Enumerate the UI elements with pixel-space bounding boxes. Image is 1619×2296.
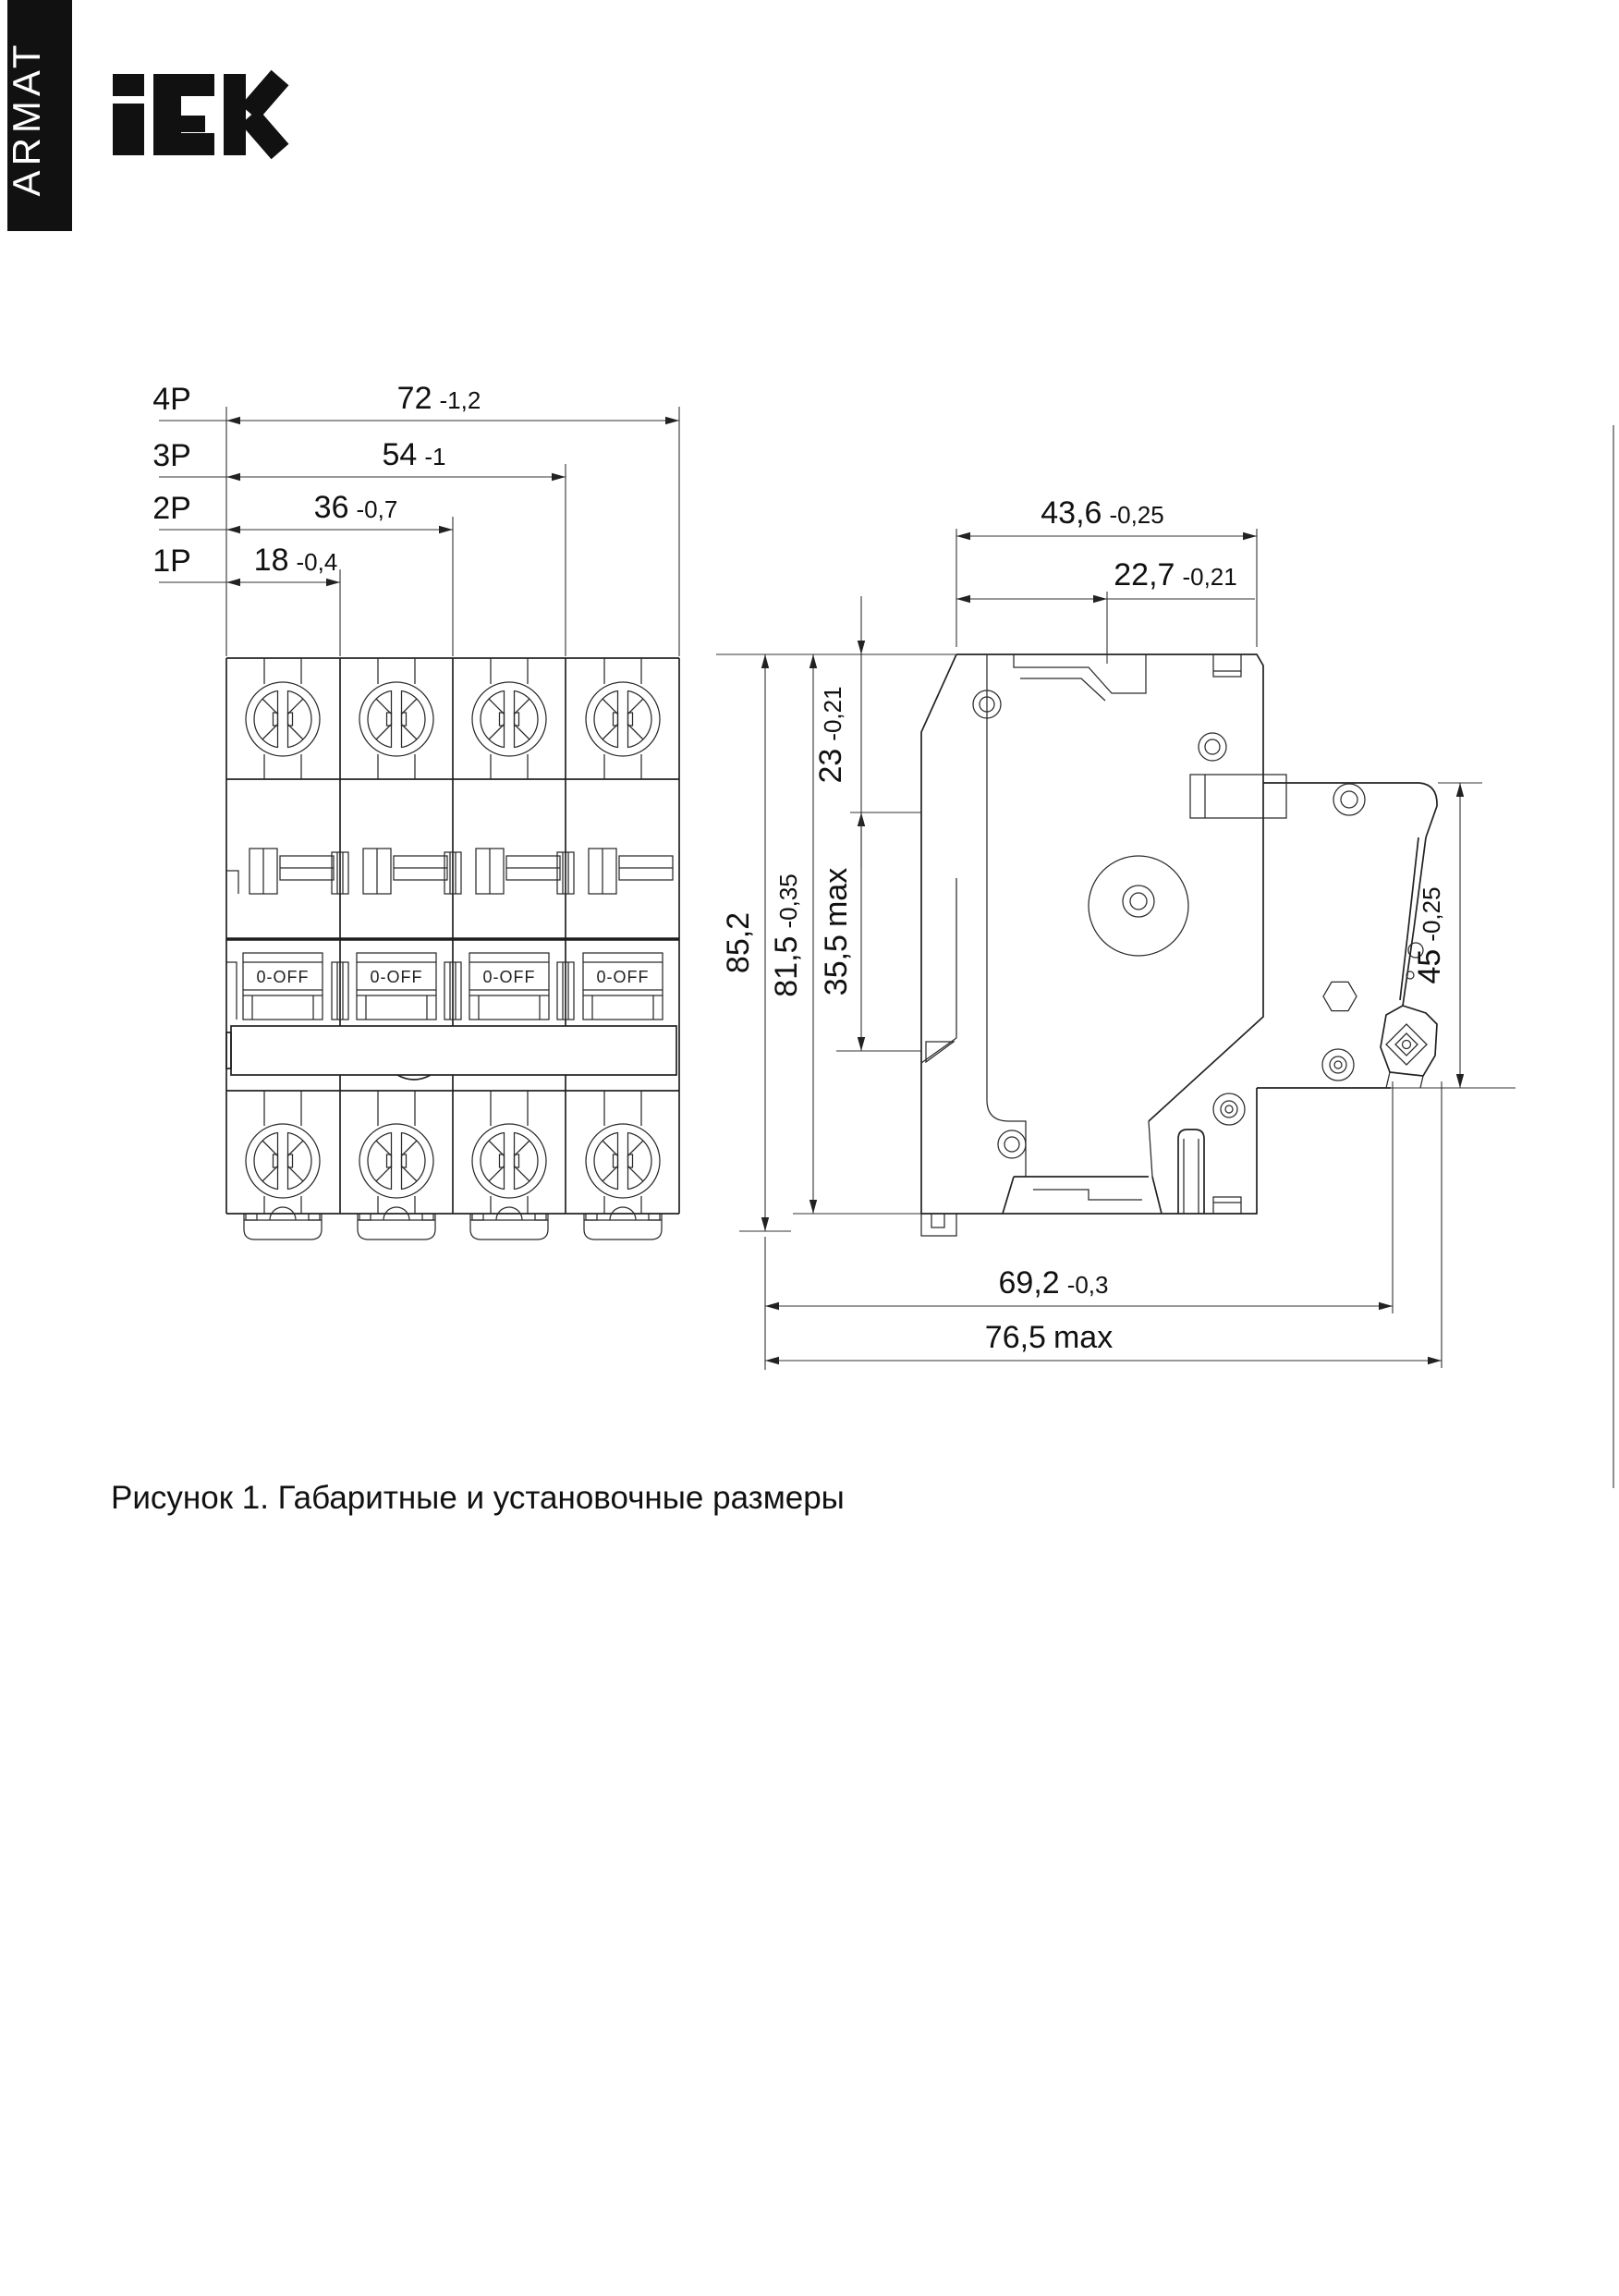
pole-label-3p: 3P	[152, 438, 191, 473]
dim-width-3p: 54 -1	[382, 437, 446, 472]
handle-label-2: 0-OFF	[370, 968, 423, 986]
figure-caption: Рисунок 1. Габаритные и установочные размеры	[111, 1480, 845, 1516]
dim-depth-body: 69,2 -0,3	[998, 1265, 1109, 1301]
side-view	[921, 654, 1437, 1236]
side-dimensions	[716, 495, 1516, 1370]
front-latch-row	[226, 849, 673, 894]
handle-label-1: 0-OFF	[256, 968, 310, 986]
iek-logo	[113, 74, 280, 155]
dim-rail-zone: 35,5max	[819, 867, 854, 996]
dim-width-2p: 36 -0,7	[313, 490, 398, 525]
dim-top-to-rail: 23-0,21	[813, 686, 848, 784]
pole-label-4p: 4P	[152, 382, 191, 417]
dim-height-body: 81,5-0,35	[769, 873, 804, 997]
pole-label-2p: 2P	[152, 491, 191, 526]
dim-depth-total: 43,6 -0,25	[1041, 495, 1164, 531]
front-dimensions	[152, 381, 679, 656]
front-view	[226, 658, 679, 1240]
handle-label-4: 0-OFF	[596, 968, 650, 986]
dim-depth-front: 22,7 -0,21	[1114, 557, 1237, 592]
front-handles	[226, 953, 663, 1020]
brand-banner	[5, 0, 72, 231]
armat-label: ARMAT	[5, 40, 48, 197]
pole-label-1p: 1P	[152, 543, 191, 579]
dim-depth-max: 76,5 max	[984, 1320, 1114, 1355]
handle-label-3: 0-OFF	[482, 968, 536, 986]
dim-height-overall: 85,2	[721, 911, 756, 974]
dim-din-rail: 45-0,25	[1412, 886, 1447, 984]
dim-width-4p: 72 -1,2	[396, 381, 481, 416]
dim-width-1p: 18 -0,4	[253, 543, 338, 578]
